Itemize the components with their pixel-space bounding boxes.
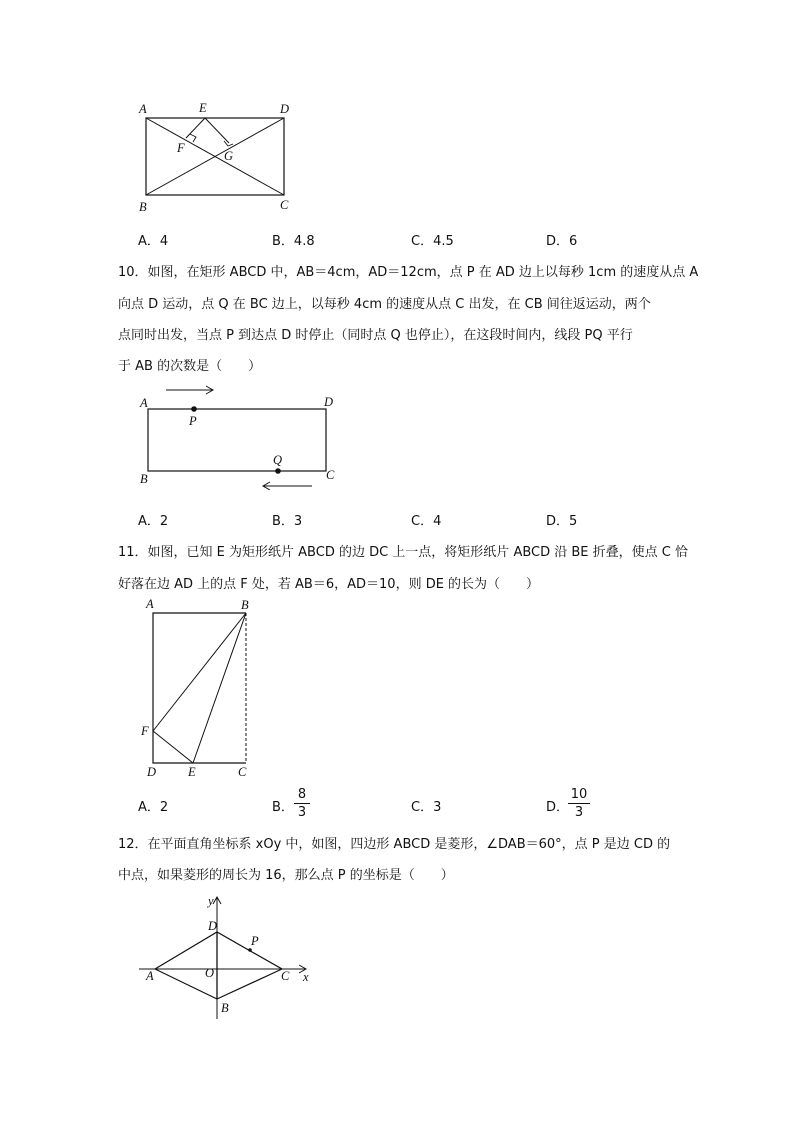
q11-option-b-prefix: B． (272, 800, 294, 815)
q12-axis-x-label: x (303, 970, 309, 984)
q11-option-b-fraction (294, 787, 310, 820)
q9-option-c: C．4.5 (411, 234, 454, 249)
q9-label-b: B (139, 200, 147, 214)
q9-label-g: G (224, 149, 234, 163)
q9-label-c: C (280, 198, 289, 212)
q10-label-c: C (326, 468, 335, 482)
q12-text-line-1: 12．在平面直角坐标系 xOy 中，如图，四边形 ABCD 是菱形，∠DAB＝60°，点 P 是边 CD 的 (118, 837, 671, 852)
q11-option-a: A．2 (138, 800, 169, 815)
q11-label-c: C (238, 765, 247, 779)
q10-option-d: D．5 (546, 514, 578, 529)
q9-option-a: A．4 (138, 234, 169, 249)
q12-label-d: D (208, 919, 218, 933)
q9-label-a: A (139, 102, 147, 116)
q10-text-line-2: 向点 D 运动，点 Q 在 BC 边上，以每秒 4cm 的速度从点 C 出发，在 CB 间往返运动，两个 (118, 297, 651, 312)
q10-option-a: A．2 (138, 514, 169, 529)
q10-text-line-1: 10．如图，在矩形 ABCD 中，AB＝4cm，AD＝12cm，点 P 在 AD 边上以每秒 1cm 的速度从点 A (118, 265, 699, 280)
q11-figure (135, 596, 265, 786)
q10-label-d: D (324, 395, 334, 409)
q10-option-b: B．3 (272, 514, 303, 529)
q10-text-line-4: 于 AB 的次数是（ ） (118, 359, 262, 374)
q9-label-f: F (177, 141, 185, 155)
q10-label-q: Q (273, 453, 283, 467)
q11-text-line-1: 11．如图，已知 E 为矩形纸片 ABCD 的边 DC 上一点，将矩形纸片 ABCD 沿 BE 折叠，使点 C 恰 (118, 545, 688, 560)
q9-option-b: B．4.8 (272, 234, 315, 249)
q11-label-e: E (188, 765, 196, 779)
q10-option-c: C．4 (411, 514, 442, 529)
q11-label-a: A (146, 597, 154, 611)
q12-axis-y-label: y (208, 894, 214, 908)
q12-label-p: P (251, 934, 259, 948)
q9-figure (130, 95, 310, 220)
q11-option-c: C．3 (411, 800, 442, 815)
q11-option-d-prefix: D． (546, 800, 570, 815)
q12-label-b: B (221, 1001, 229, 1015)
q9-label-d: D (280, 102, 290, 116)
q11-option-b-numerator: 8 (297, 787, 307, 802)
q11-option-b-denominator: 3 (297, 805, 307, 820)
q11-label-d: D (147, 765, 157, 779)
q12-text-line-2: 中点，如果菱形的周长为 16，那么点 P 的坐标是（ ） (118, 868, 454, 883)
q12-label-c: C (281, 969, 290, 983)
q11-option-d-fraction (568, 787, 590, 820)
q10-label-p: P (189, 414, 197, 428)
q12-label-a: A (146, 969, 154, 983)
q11-label-f: F (141, 724, 149, 738)
q12-figure (135, 893, 325, 1025)
q9-label-e: E (199, 101, 207, 115)
q12-label-o: O (205, 966, 215, 980)
q11-option-d-denominator: 3 (574, 805, 584, 820)
q10-figure (130, 378, 350, 490)
q10-label-a: A (140, 396, 148, 410)
q9-option-d: D．6 (546, 234, 578, 249)
q11-text-line-2: 好落在边 AD 上的点 F 处，若 AB＝6，AD＝10，则 DE 的长为（ ） (118, 577, 540, 592)
q10-text-line-3: 点同时出发，当点 P 到达点 D 时停止（同时点 Q 也停止），在这段时间内，线段 PQ 平行 (118, 328, 633, 343)
q11-option-d-numerator: 10 (570, 787, 588, 802)
q10-label-b: B (140, 472, 148, 486)
q11-label-b: B (241, 598, 249, 612)
